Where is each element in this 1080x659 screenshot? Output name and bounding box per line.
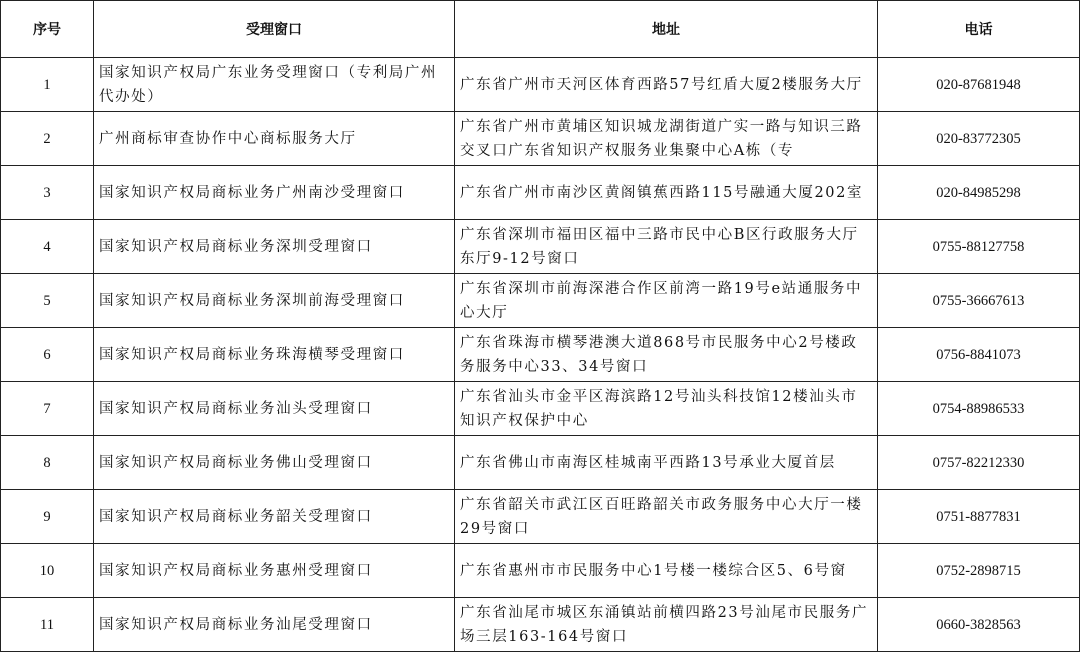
row-phone: 020-87681948 — [936, 76, 1021, 93]
table-row — [1, 382, 1080, 436]
row-phone: 0756-8841073 — [936, 346, 1021, 363]
row-phone-cell — [878, 598, 1080, 652]
row-address-cell — [455, 166, 878, 220]
table-row — [1, 436, 1080, 490]
row-address: 广东省汕头市金平区海滨路12号汕头科技馆12楼汕头市知识产权保护中心 — [460, 388, 858, 429]
row-window-name-cell — [94, 58, 455, 112]
row-index: 11 — [40, 616, 54, 633]
table-row — [1, 220, 1080, 274]
table-row — [1, 274, 1080, 328]
row-address-cell — [455, 112, 878, 166]
row-phone-cell — [878, 544, 1080, 598]
row-window-name: 广州商标审查协作中心商标服务大厅 — [99, 130, 357, 147]
row-window-name: 国家知识产权局商标业务深圳前海受理窗口 — [99, 292, 405, 309]
row-phone-cell — [878, 220, 1080, 274]
row-address-cell — [455, 382, 878, 436]
table-row — [1, 328, 1080, 382]
row-index: 6 — [43, 346, 51, 363]
row-window-name-cell — [94, 112, 455, 166]
table-row — [1, 598, 1080, 652]
row-address: 广东省佛山市南海区桂城南平西路13号承业大厦首层 — [460, 454, 836, 471]
row-index: 10 — [39, 562, 55, 579]
row-address-cell — [455, 544, 878, 598]
row-window-name: 国家知识产权局商标业务韶关受理窗口 — [99, 508, 373, 525]
row-address: 广东省广州市南沙区黄阁镇蕉西路115号融通大厦202室 — [460, 184, 864, 201]
row-index-cell — [1, 436, 94, 490]
row-index-cell — [1, 112, 94, 166]
row-phone-cell — [878, 112, 1080, 166]
table-row — [1, 544, 1080, 598]
row-phone: 0751-8877831 — [936, 508, 1021, 525]
header-phone: 电话 — [878, 1, 1080, 58]
table-body — [1, 58, 1080, 652]
table-row — [1, 58, 1080, 112]
row-index: 9 — [43, 508, 51, 525]
row-window-name-cell — [94, 166, 455, 220]
row-address: 广东省珠海市横琴港澳大道868号市民服务中心2号楼政务服务中心33、34号窗口 — [460, 334, 858, 375]
row-phone-cell — [878, 58, 1080, 112]
row-index: 1 — [43, 76, 51, 93]
row-window-name: 国家知识产权局商标业务佛山受理窗口 — [99, 454, 373, 471]
row-address: 广东省深圳市福田区福中三路市民中心B区行政服务大厅东厅9-12号窗口 — [460, 226, 859, 267]
row-phone-cell — [878, 490, 1080, 544]
row-address: 广东省韶关市武江区百旺路韶关市政务服务中心大厅一楼29号窗口 — [460, 496, 863, 537]
row-phone-cell — [878, 436, 1080, 490]
row-window-name-cell — [94, 598, 455, 652]
row-window-name: 国家知识产权局商标业务惠州受理窗口 — [99, 562, 373, 579]
row-index-cell — [1, 166, 94, 220]
row-address-cell — [455, 58, 878, 112]
row-window-name-cell — [94, 328, 455, 382]
row-phone-cell — [878, 166, 1080, 220]
row-index-cell — [1, 328, 94, 382]
row-window-name-cell — [94, 220, 455, 274]
row-window-name: 国家知识产权局商标业务汕头受理窗口 — [99, 400, 373, 417]
row-address-cell — [455, 436, 878, 490]
row-phone: 020-84985298 — [936, 184, 1021, 201]
row-index: 8 — [43, 454, 51, 471]
row-address: 广东省广州市黄埔区知识城龙湖街道广实一路与知识三路交叉口广东省知识产权服务业集聚中心A栋（专 — [460, 118, 863, 159]
row-window-name: 国家知识产权局广东业务受理窗口（专利局广州代办处） — [99, 64, 438, 105]
row-phone: 0660-3828563 — [936, 616, 1021, 633]
row-address: 广东省深圳市前海深港合作区前湾一路19号e站通服务中心大厅 — [460, 280, 863, 321]
row-index: 2 — [43, 130, 51, 147]
row-window-name: 国家知识产权局商标业务汕尾受理窗口 — [99, 616, 373, 633]
row-window-name-cell — [94, 490, 455, 544]
row-window-name: 国家知识产权局商标业务广州南沙受理窗口 — [99, 184, 405, 201]
row-window-name-cell — [94, 544, 455, 598]
row-index-cell — [1, 598, 94, 652]
row-address-cell — [455, 274, 878, 328]
row-phone-cell — [878, 328, 1080, 382]
row-address-cell — [455, 220, 878, 274]
header-address: 地址 — [455, 1, 878, 58]
row-window-name-cell — [94, 382, 455, 436]
row-window-name: 国家知识产权局商标业务深圳受理窗口 — [99, 238, 373, 255]
row-address: 广东省广州市天河区体育西路57号红盾大厦2楼服务大厅 — [460, 76, 863, 93]
row-phone: 0755-88127758 — [932, 238, 1025, 255]
header-index: 序号 — [1, 1, 94, 58]
row-index: 3 — [43, 184, 51, 201]
row-phone-cell — [878, 274, 1080, 328]
table-row — [1, 166, 1080, 220]
row-address: 广东省惠州市市民服务中心1号楼一楼综合区5、6号窗 — [460, 562, 847, 579]
row-index-cell — [1, 490, 94, 544]
row-index: 7 — [43, 400, 51, 417]
row-window-name-cell — [94, 274, 455, 328]
row-phone: 0754-88986533 — [932, 400, 1025, 417]
table-row — [1, 112, 1080, 166]
row-address-cell — [455, 490, 878, 544]
row-phone: 020-83772305 — [936, 130, 1021, 147]
table-header — [1, 1, 1080, 58]
header-window: 受理窗口 — [94, 1, 455, 58]
row-window-name: 国家知识产权局商标业务珠海横琴受理窗口 — [99, 346, 405, 363]
row-phone-cell — [878, 382, 1080, 436]
row-address-cell — [455, 328, 878, 382]
row-address: 广东省汕尾市城区东涌镇站前横四路23号汕尾市民服务广场三层163-164号窗口 — [460, 604, 869, 645]
row-index: 5 — [43, 292, 51, 309]
table-row — [1, 490, 1080, 544]
row-index-cell — [1, 274, 94, 328]
row-phone: 0755-36667613 — [932, 292, 1025, 309]
row-index: 4 — [43, 238, 51, 255]
row-phone: 0757-82212330 — [932, 454, 1025, 471]
header-row — [1, 1, 1080, 58]
row-window-name-cell — [94, 436, 455, 490]
row-address-cell — [455, 598, 878, 652]
row-index-cell — [1, 58, 94, 112]
row-index-cell — [1, 220, 94, 274]
row-index-cell — [1, 544, 94, 598]
row-index-cell — [1, 382, 94, 436]
row-phone: 0752-2898715 — [936, 562, 1021, 579]
